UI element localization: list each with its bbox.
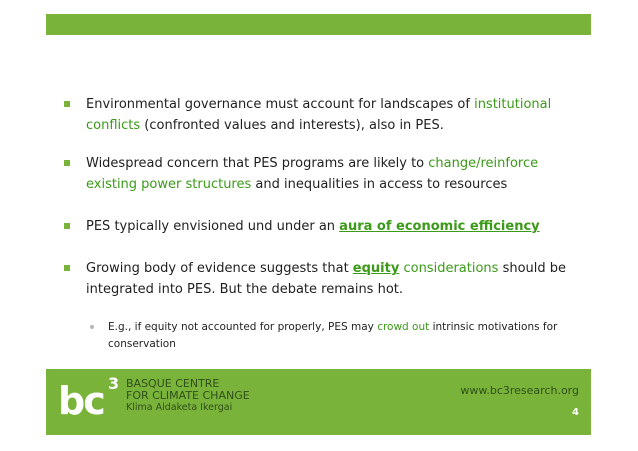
- header-bar: [46, 14, 591, 35]
- bullet-text: [86, 153, 578, 195]
- sub-bullet-marker: [90, 325, 94, 329]
- logo-text: bc: [58, 379, 104, 423]
- text-run: Widespread concern that PES programs are likely to: [86, 156, 429, 171]
- org-line-1: BASQUE CENTRE: [126, 377, 220, 390]
- highlighted-text: change/reinforce existing power structures: [86, 156, 539, 192]
- text-run: Environmental governance must account for landscapes of: [86, 97, 475, 112]
- text-run: intrinsic motivations for conservation: [108, 321, 558, 350]
- bullet-text: [86, 94, 578, 136]
- website-url: www.bc3research.org: [460, 384, 579, 397]
- bullet-marker: [64, 265, 70, 271]
- page-number: 4: [572, 407, 579, 418]
- text-run: Growing body of evidence suggests that: [86, 261, 353, 276]
- text-run: and inequalities in access to resources: [251, 177, 508, 192]
- bullet-marker: [64, 101, 70, 107]
- bullet-text: [86, 258, 578, 300]
- footer-bar: [46, 369, 591, 435]
- text-run: (confronted values and interests), also in PES.: [140, 118, 444, 133]
- highlighted-text: equity: [352, 261, 400, 276]
- highlighted-text: crowd out: [377, 321, 430, 333]
- bc3-logo: [58, 375, 124, 427]
- logo-superscript: 3: [108, 374, 120, 393]
- sub-bullet-text: [108, 319, 590, 353]
- bullet-text: [86, 216, 578, 237]
- text-run: should be integrated into PES. But the debate remains hot.: [86, 261, 567, 297]
- highlighted-text: considerations: [403, 261, 499, 276]
- bullet-marker: [64, 223, 70, 229]
- highlighted-text: aura of economic efficiency: [339, 219, 540, 234]
- organization-name: [126, 378, 250, 414]
- text-run: E.g., if equity not accounted for properly, PES may: [108, 321, 378, 333]
- highlighted-text: institutional conflicts: [86, 97, 552, 133]
- bullet-marker: [64, 160, 70, 166]
- org-line-2: FOR CLIMATE CHANGE: [126, 389, 250, 402]
- text-run: PES typically envisioned und under an: [86, 219, 340, 234]
- org-line-3: Klima Aldaketa Ikergai: [126, 402, 233, 413]
